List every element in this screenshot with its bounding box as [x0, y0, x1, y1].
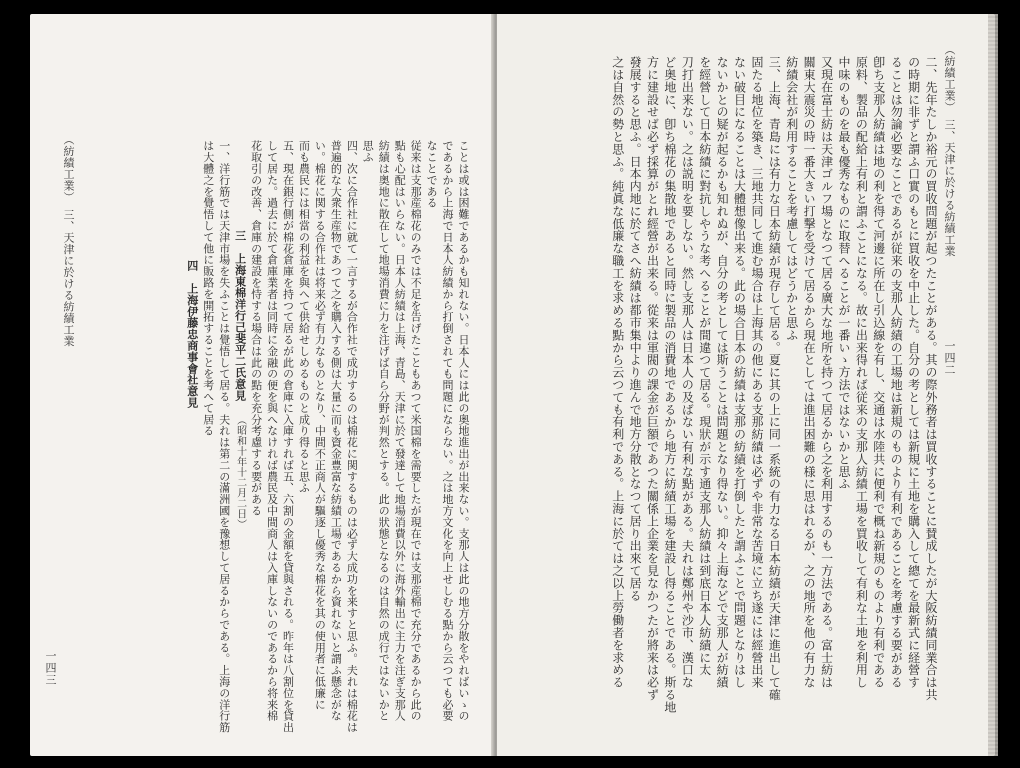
text-line: 而も農民には相當の利益を與へて供給せしめるものと成り得ると思ふ [297, 140, 311, 494]
text-line: なことである [425, 140, 439, 209]
text-line: 一、洋行筋では天津市場を失ふことは覺悟して居る。夫れは第二の滿洲國を豫想して居るからである。上海の洋行筋 [217, 140, 231, 733]
body-text [608, 56, 939, 713]
text-line: ないかとの疑が起るかも知れぬが、自分の考としては斯うことは問題となり得ない。抑々上海などで支那人が紡績 [715, 56, 730, 689]
text-line: 紡績は奥地に散在して地場消費に力を注げば自ら分野が判然とする。此の狀態となるのは自然の成行ではないかと [377, 140, 391, 722]
text-line: 花取引の改善、倉庫の建設を恃する場合は此の點を充分考慮する要がある [249, 140, 263, 517]
section3-title: 三 上海東棉洋行己斐平二氏意見 [233, 230, 247, 401]
right-page [497, 14, 995, 756]
text-line: ど奥地に、卽ち棉花の集散地であると同時に製品の消費地であるから地方に紡績工場を建設し得ることである。斯る地 [662, 56, 677, 714]
page-number: 一四二 [943, 340, 956, 376]
text-line: い。棉花に関する合作社は将来必ず有力なものとなり、中間不正商人が驅逐し優秀な棉花を其の使用者に低廉に [313, 140, 327, 710]
text-line: 發展すると思ふ。日本内地に於てさへ紡績は都市集中より進んで地方分散となつて居り出來て居る [628, 56, 643, 602]
running-head-text: （紡績工業） 三、天津に於ける紡績工業 [62, 134, 75, 347]
left-page [30, 14, 495, 756]
text-line: 點も心配はいらない。日本人紡績は上海、青島、天津に於て發達して地場消費以外に海外輸出に主力を注ぎ支那人 [393, 140, 407, 722]
section3-date: （昭和十年十二月二日） [234, 414, 246, 530]
body-text [184, 140, 471, 733]
text-line: ことは或は困難であるかも知れない。日本人には此の奥地進出が出来ない。支那人は此の地方分散をやればいゝの [457, 140, 470, 722]
text-line: は大體之を覺悟して他に販路を開拓することを考へて居る [201, 140, 215, 437]
running-head [941, 44, 957, 384]
running-head-text: （紡績工業） 三、天津に於ける紡績工業 [943, 44, 956, 257]
section4-title: 四 上海伊藤忠商事會社意見 [185, 260, 199, 409]
text-line: 原料、製品の配給上有利と謂ふことになる。故に出来得れば従来の支那人紡績工場を買收して有利な土地を利用し [854, 56, 869, 689]
page-number: 一四三 [44, 650, 57, 686]
page-edge [988, 14, 998, 756]
text-line: ない破目になることは大體想像出来る。此の場合日本の紡績は支那の紡績を打倒したと謂ふことで問題となりはし [732, 56, 747, 689]
text-line: 刀打出来ない。之は説明を要しない。然し支那人は日本人の及ばない有利な點がある。夫れは鄭州や沙市、漢口な [680, 56, 695, 689]
text-line: 思ふ [361, 140, 375, 163]
text-line: して居た。過去に於て倉庫業者は同時に金融の便を與へなければ農民及中間商人は入庫しないのであるから将来棉 [265, 140, 279, 722]
text-line: 四、次に合作社に就て一言するが合作社で成功するのは棉花に関するものは必ず大成功を来すと思ふ。夫れは棉花は [345, 140, 359, 733]
text-line: 又現在富士紡は天津ゴルフ場となつて居る廣大な地所を持つて居るから之を利用するのも一方法である。富士紡は [819, 56, 834, 689]
text-line: 従来は支那産棉花のみでは不足を告げたこともあつて米国棉を需要したが現在では支那産棉で充分であるから此の [409, 140, 423, 722]
text-line: 方に建設せば必ず採算がとれ經營が出来る。從来は軍閥の課金が巨額であつた關係上企業を見なかつたが將来は必ず [645, 56, 660, 701]
text-line: 普遍的な大衆生産物であつて之を購入する側は大量に而も資金豊富な紡績工場であるから資れないと謂ふ懸念がな [329, 140, 343, 722]
text-line: であるから上海で日本人紡績から打倒されても問題にならない。之は地方文化を向上せしむる點から云つても必要 [441, 140, 455, 722]
text-line: 三、上海、青島には有力な日本紡績が現存して居る。夏に其の上に同一系統の有力なる日本紡績が天津に進出して確 [767, 56, 782, 701]
text-line: 卽ち支那人紡績は地の利を得て河邊に所在し引込線を有し、交通は水陸共に便利で概ね新規のものより有利である [871, 56, 886, 689]
text-line: 固たる地位を築き、三地共同して進む場合は上海其の他にある支那紡績は必ずや非常な苦境に立ち遂には經營出来 [749, 56, 764, 689]
running-head [60, 134, 76, 494]
text-line: 二、先年たしか裕元の買收問題が起つたことがある。其の際外務者は買收することに賛成したが大阪紡績同業合は共 [924, 56, 938, 701]
text-line: を經營して日本紡績に對抗しやうな考へることが間違つて居る。現狀が示す通支那人紡績は到底日本人紡績に太 [697, 56, 712, 676]
text-line: の時期に非ずと謂ふ口實のもとに買收を中止した。自分の考としては新規に土地を購入して總てを最新式に経營す [906, 56, 921, 689]
section-title [232, 140, 248, 733]
text-line: 五、現在銀行側が棉花倉庫を持つて居るが此の倉庫に入庫すれば五、六割の金額を貸與される。昨年は八割位を貸出 [281, 140, 295, 733]
text-line: 之は自然の勢と思ふ。純眞な低廉な職工を求める點から云つても有利である。上海に於ては之以上勞働者を求める [610, 56, 625, 689]
text-line: 關東大震災の時一番大きい打撃を受けて居るから現在としては進出困難の様に思はれるが、之の地所を他の有力な [802, 56, 817, 689]
text-line: 中味のものを最も優秀なものに取替へることが一番いゝ方法ではないかと思ふ [836, 56, 851, 490]
text-line: ることは勿論必要なことであるが従来の支那人紡績の工場地は新規のものより有利であることを考慮する要がある [889, 56, 904, 689]
text-line: 紡績会社が利用することを考慮してはどうかと思ふ [784, 56, 799, 342]
